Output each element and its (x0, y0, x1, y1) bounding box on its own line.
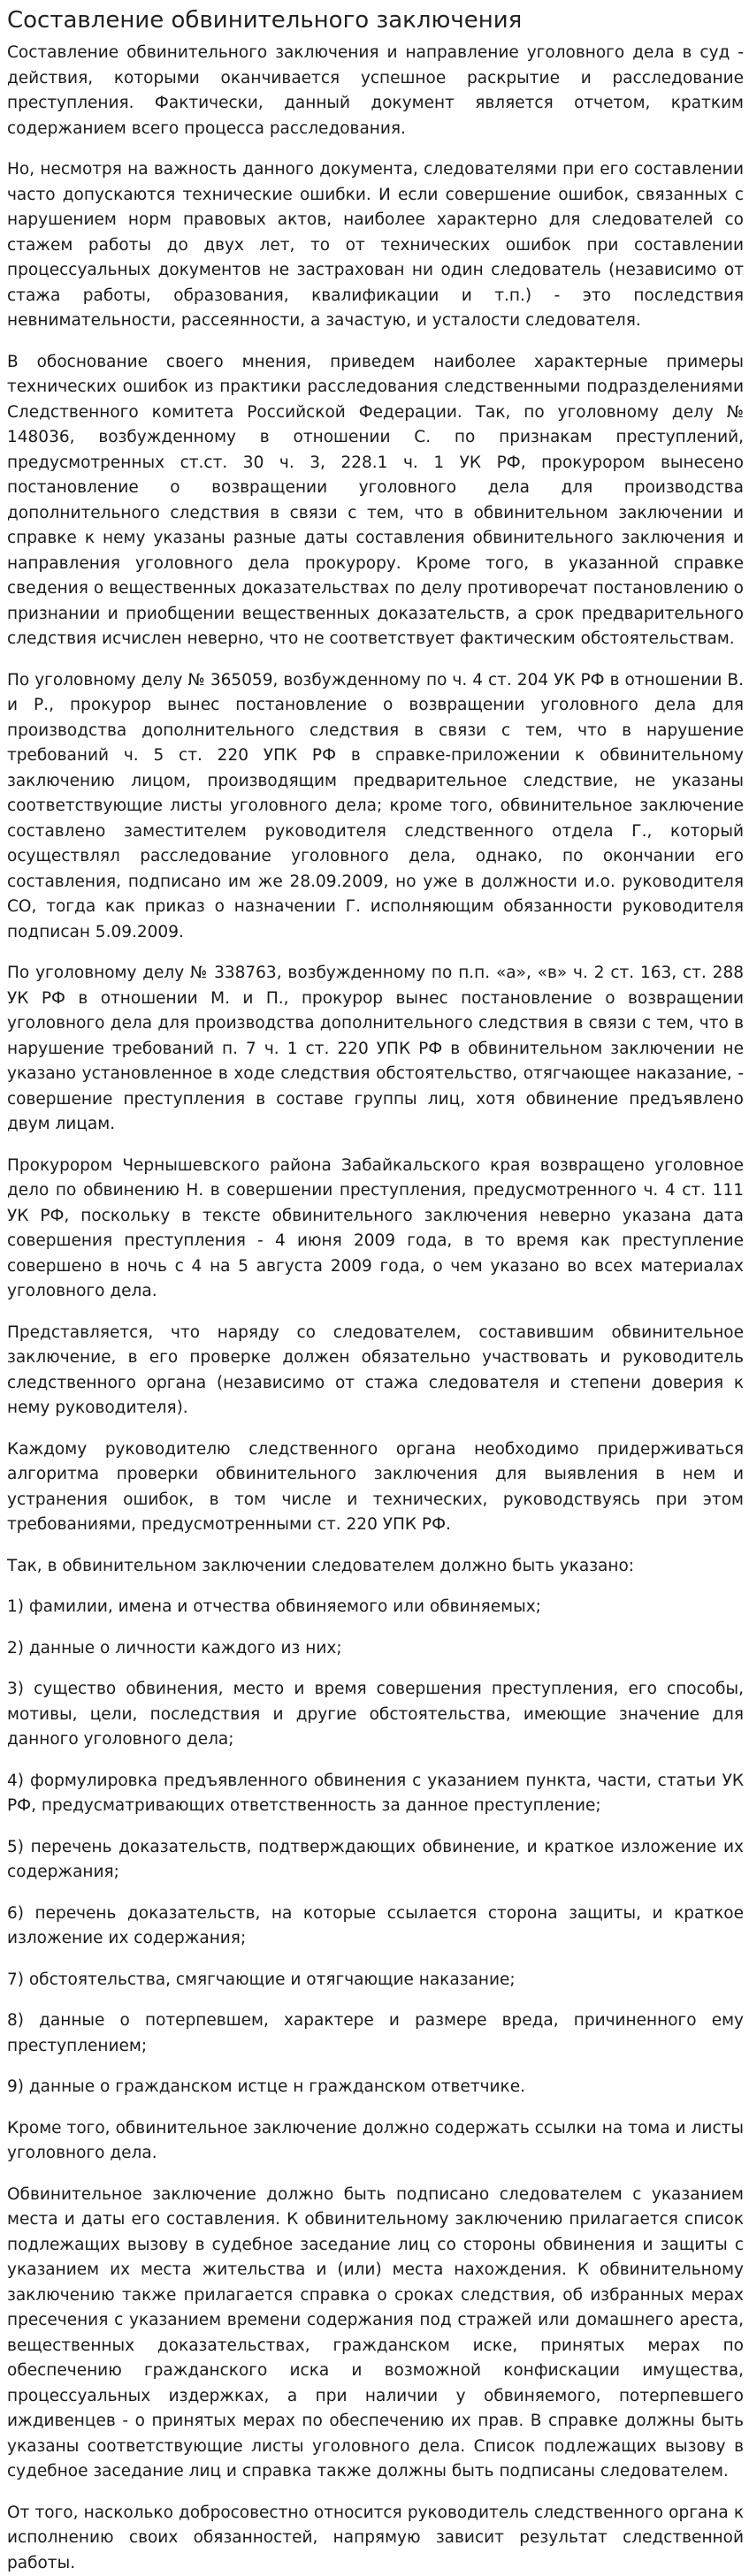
paragraph-references: Кроме того, обвинительное заключение должно содержать ссылки на тома и листы уголовного дела. (7, 2116, 744, 2167)
list-item: 5) перечень доказательств, подтверждающих обвинение, и краткое изложение их содержания; (7, 1835, 744, 1886)
list-item: 2) данные о личности каждого из них; (7, 1636, 744, 1662)
paragraph-supervisor-check: Представляется, что наряду со следователем, составившим обвинительное заключение, в его проверке должен обязательно участвовать и руководитель следственного органа (независимо от стажа следователя и степени доверия к нему руководителя). (7, 1321, 744, 1421)
article-body (7, 41, 744, 2576)
list-item: 9) данные о гражданском истце н гражданском ответчике. (7, 2075, 744, 2100)
list-item: 8) данные о потерпевшем, характере и размере вреда, причиненного ему преступлением; (7, 2008, 744, 2059)
paragraph-technical-errors: Но, несмотря на важность данного документа, следователями при его составлении часто допускаются технические ошибки. И если совершение ошибок, связанных с нарушением норм правовых актов, наиболее характерно для следователей со стажем работы до двух лет, то от технических ошибок при составлении процессуальных документов не застрахован ни один следователь (независимо от стажа работы, образования, квалификации и т.п.) - это последствия невнимательности, рассеянности, а зачастую, и усталости следователя. (7, 157, 744, 334)
paragraph-example-148036: В обоснование своего мнения, приведем наиболее характерные примеры технических ошибок из практики расследования следственными подразделениями Следственного комитета Российской Федерации. Так, по уголовному делу № 148036, возбужденному в отношении С. по признакам преступлений, предусмотренных ст.ст. 30 ч. 3, 228.1 ч. 1 УК РФ, прокурором вынесено постановление о возвращении уголовного дела для производства дополнительного следствия в связи с тем, что в обвинительном заключении и справке к нему указаны разные даты составления обвинительного заключения и направления уголовного дела прокурору. Кроме того, в указанной справке сведения о вещественных доказательствах по делу противоречат постановлению о признании и приобщении вещественных доказательств, а срок предварительного следствия исчислен неверно, что не соответствует фактическим обстоятельствам. (7, 350, 744, 652)
list-item: 3) существо обвинения, место и время совершения преступления, его способы, мотивы, цели, последствия и другие обстоятельства, имеющие значение для данного уголовного дела; (7, 1677, 744, 1753)
list-item: 4) формулировка предъявленного обвинения с указанием пункта, части, статьи УК РФ, предусматривающих ответственность за данное преступление; (7, 1769, 744, 1819)
paragraph-example-chernyshevsky: Прокурором Чернышевского района Забайкальского края возвращено уголовное дело по обвинению Н. в совершении преступления, предусмотренного ч. 4 ст. 111 УК РФ, поскольку в тексте обвинительного заключения неверно указана дата совершения преступления - 4 июня 2009 года, в то время как преступление совершено в ночь с 4 на 5 августа 2009 года, о чем указано во всех материалах уголовного дела. (7, 1154, 744, 1305)
list-item: 6) перечень доказательств, на которые ссылается сторона защиты, и краткое изложение их содержания; (7, 1902, 744, 1952)
paragraph-example-338763: По уголовному делу № 338763, возбужденному по п.п. «а», «в» ч. 2 ст. 163, ст. 288 УК РФ в отношении М. и П., прокурор вынес постановление о возвращении уголовного дела для производства дополнительного следствия в связи с тем, что в нарушение требований п. 7 ч. 1 ст. 220 УПК РФ в обвинительном заключении не указано установленное в ходе следствия обстоятельство, отягчающее наказание, - совершение преступления в составе группы лиц, хотя обвинение предъявлено двум лицам. (7, 961, 744, 1138)
paragraph-algorithm: Каждому руководителю следственного органа необходимо придерживаться алгоритма проверки обвинительного заключения для выявления в нем и устранения ошибок, в том числе и технических, руководствуясь при этом требованиями, предусмотренными ст. 220 УПК РФ. (7, 1437, 744, 1538)
paragraph-example-365059: По уголовному делу № 365059, возбужденному по ч. 4 ст. 204 УК РФ в отношении В. и Р., прокурор вынес постановление о возвращении уголовного дела для производства дополнительного следствия в связи с тем, что в нарушение требований ч. 5 ст. 220 УПК РФ в справке-приложении к обвинительному заключению лицом, производящим предварительное следствие, не указаны соответствующие листы уголовного дела; кроме того, обвинительное заключение составлено заместителем руководителя следственного отдела Г., который осуществлял расследование уголовного дела, однако, по окончании его составления, подписано им же 28.09.2009, но уже в должности и.о. руководителя СО, тогда как приказ о назначении Г. исполняющим обязанности руководителя подписан 5.09.2009. (7, 668, 744, 946)
paragraph-conclusion: От того, насколько добросовестно относится руководитель следственного органа к исполнению своих обязанностей, напрямую зависит результат следственной работы. (7, 2501, 744, 2576)
list-item: 7) обстоятельства, смягчающие и отягчающие наказание; (7, 1968, 744, 1993)
list-item: 1) фамилии, имена и отчества обвиняемого или обвиняемых; (7, 1595, 744, 1620)
article-title: Составление обвинительного заключения (7, 5, 744, 35)
paragraph-list-intro: Так, в обвинительном заключении следователем должно быть указано: (7, 1554, 744, 1580)
paragraph-intro: Составление обвинительного заключения и направление уголовного дела в суд - действия, которыми оканчивается успешное раскрытие и расследование преступления. Фактически, данный документ является отчетом, кратким содержанием всего процесса расследования. (7, 41, 744, 141)
paragraph-signature-requirements: Обвинительное заключение должно быть подписано следователем с указанием места и даты его составления. К обвинительному заключению прилагается список подлежащих вызову в судебное заседание лиц со стороны обвинения и защиты с указанием их места жительства и (или) места нахождения. К обвинительному заключению также прилагается справка о сроках следствия, об избранных мерах пресечения с указанием времени содержания под стражей или домашнего ареста, вещественных доказательствах, гражданском иске, принятых мерах по обеспечению гражданского иска и возможной конфискации имущества, процессуальных издержках, а при наличии у обвиняемого, потерпевшего иждивенцев - о принятых мерах по обеспечению их прав. В справке должны быть указаны соответствующие листы уголовного дела. Список подлежащих вызову в судебное заседание лиц и справка также должны быть подписаны следователем. (7, 2183, 744, 2485)
